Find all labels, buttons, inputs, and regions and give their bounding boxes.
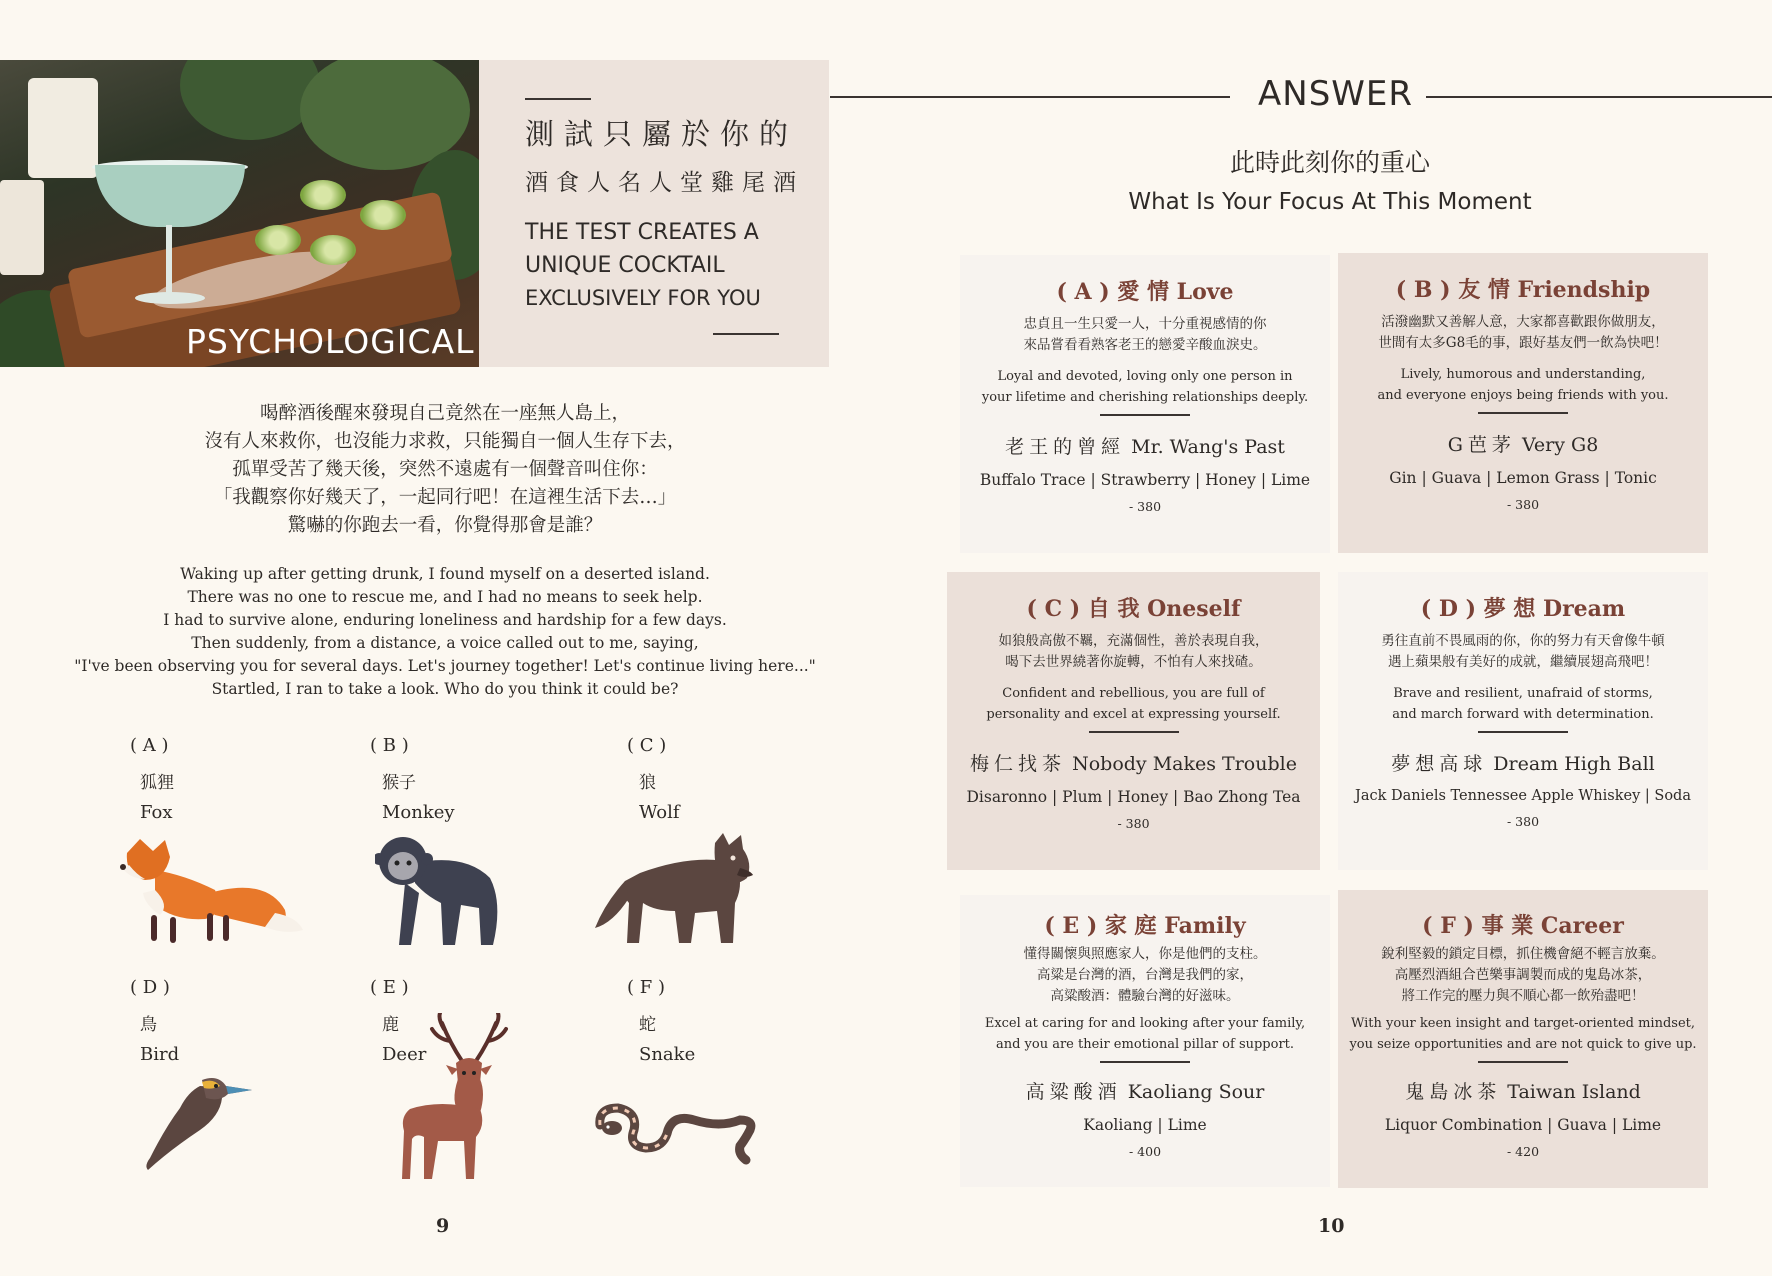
story-english: Waking up after getting drunk, I found myself on a deserted island. There was no one to rescue me, and I had no means to seek help. I had to survive alone, enduring loneliness and hardship for a few days. Then suddenly, from a distance, a voice called out to me, saying, "I've been observing you for several days. Let's journey together! Let's continue living here..." Startled, I ran to take a look. Who do you think it could be? bbox=[74, 565, 816, 698]
title-zh-line-2: 酒食人名人堂雞尾酒 bbox=[525, 170, 804, 196]
answer-card-a: ( A ) 愛 情 Love 忠貞且一生只愛一人，十分重視感情的你 來品嘗看看熟客老王的戀愛辛酸血淚史。 Loyal and devoted, loving only one person in your lifetime and cherishing relationships deeply. 老王的曾經 Mr. Wang's Past Buffalo Trace | Strawberry | Honey | Lime - 380 bbox=[960, 255, 1330, 553]
divider bbox=[1089, 731, 1179, 733]
drink-name: 梅仁找茶 Nobody Makes Trouble bbox=[970, 752, 1297, 775]
page-number-left: 9 bbox=[436, 1215, 450, 1237]
divider bbox=[1478, 731, 1568, 733]
ingredients: Liquor Combination | Guava | Lime bbox=[1384, 1115, 1662, 1134]
answer-card-d: ( D ) 夢 想 Dream 勇往直前不畏風雨的你，你的努力有天會像牛頓 遇上蘋果般有美好的成就，繼續展翅高飛吧！ Brave and resilient, unafraid of storms, and march forward with determination. 夢想高球 Dream High Ball Jack Daniels Tennessee Apple Whiskey | Soda - 380 bbox=[1338, 572, 1708, 870]
price: - 380 bbox=[1117, 815, 1150, 831]
ingredients: Buffalo Trace | Strawberry | Honey | Lime bbox=[979, 470, 1311, 489]
price: - 420 bbox=[1506, 1143, 1540, 1159]
header-rule-right bbox=[1426, 96, 1772, 98]
divider bbox=[1100, 414, 1190, 416]
title-en-line-3: EXCLUSIVELY FOR YOU bbox=[525, 286, 761, 310]
answer-card-e: ( E ) 家 庭 Family 懂得關懷與照應家人，你是他們的支柱。 高粱是台灣的酒，台灣是我們的家， 高粱酸酒：體驗台灣的好滋味。 Excel at caring for and looking after your family, and you are their emotional pillar of support. 高粱酸酒 Kaoliang Sour Kaoliang | Lime - 400 bbox=[960, 895, 1330, 1187]
subtitle-block bbox=[1080, 143, 1580, 215]
drink-name: G芭茅 Very G8 bbox=[1447, 433, 1599, 456]
option-d[interactable]: ( D ) 鳥 Bird bbox=[130, 977, 180, 1065]
price: - 400 bbox=[1128, 1143, 1162, 1159]
title-panel bbox=[479, 60, 829, 367]
wolf-icon bbox=[595, 833, 765, 945]
option-c[interactable]: ( C ) 狼 Wolf bbox=[627, 735, 680, 823]
ingredients: Disaronno | Plum | Honey | Bao Zhong Tea bbox=[966, 787, 1301, 806]
drink-name: 老王的曾經 Mr. Wang's Past bbox=[1005, 435, 1285, 458]
story-chinese: 喝醉酒後醒來發現自己竟然在一座無人島上， 沒有人來救你，也沒能力求救，只能獨自一個人生存下去， 孤單受苦了幾天後，突然不遠處有一個聲音叫住你： 「我觀察你好幾天了，一起同行吧！在這裡生活下去…」 驚嚇的你跑去一看，你覺得那會是誰？ bbox=[204, 403, 686, 536]
price: - 380 bbox=[1506, 813, 1540, 829]
snake-icon bbox=[590, 1090, 760, 1165]
bird-icon bbox=[140, 1068, 255, 1173]
option-e[interactable]: ( E ) 鹿 Deer bbox=[370, 977, 427, 1065]
divider bbox=[1478, 412, 1568, 414]
divider bbox=[1478, 1061, 1568, 1063]
header-rule-left bbox=[830, 96, 1230, 98]
answer-card-b: ( B ) 友 情 Friendship 活潑幽默又善解人意，大家都喜歡跟你做朋友， 世間有太多G8毛的事，跟好基友們一飲為快吧！ Lively, humorous and understanding, and everyone enjoys being friends with you. G芭茅 Very G8 Gin | Guava | Lemon Grass | Tonic - 380 bbox=[1338, 253, 1708, 553]
option-f[interactable]: ( F ) 蛇 Snake bbox=[627, 977, 696, 1065]
subtitle-en: What Is Your Focus At This Moment bbox=[1128, 189, 1532, 215]
ingredients: Kaoliang | Lime bbox=[1083, 1115, 1207, 1134]
photo-caption: PSYCHOLOGICAL bbox=[186, 322, 475, 361]
option-a[interactable]: ( A ) 狐狸 Fox bbox=[130, 735, 174, 823]
drink-name: 夢想高球 Dream High Ball bbox=[1391, 752, 1655, 775]
title-en-line-2: UNIQUE COCKTAIL bbox=[525, 253, 725, 278]
answer-card-c: ( C ) 自 我 Oneself 如狼般高傲不羈，充滿個性，善於表現自我， 喝下去世界繞著你旋轉，不怕有人來找碴。 Confident and rebellious, you are full of personality and excel at expressing yourself. 梅仁找茶 Nobody Makes Trouble Disaronno | Plum | Honey | Bao Zhong Tea - 380 bbox=[947, 572, 1320, 870]
page-number-right: 10 bbox=[1318, 1215, 1345, 1237]
deer-icon bbox=[380, 1013, 525, 1183]
drink-name: 高粱酸酒 Kaoliang Sour bbox=[1025, 1080, 1265, 1103]
option-b[interactable]: ( B ) 猴子 Monkey bbox=[370, 735, 455, 823]
answer-heading: ANSWER bbox=[1258, 74, 1413, 114]
ingredients: Gin | Guava | Lemon Grass | Tonic bbox=[1389, 468, 1657, 487]
title-zh-line-1: 測試只屬於你的 bbox=[525, 117, 799, 151]
divider bbox=[1100, 1061, 1190, 1063]
drink-name: 鬼島冰茶 Taiwan Island bbox=[1405, 1080, 1641, 1103]
price: - 380 bbox=[1506, 496, 1540, 512]
fox-icon bbox=[115, 835, 305, 947]
ingredients: Jack Daniels Tennessee Apple Whiskey | Soda bbox=[1355, 787, 1691, 804]
monkey-icon bbox=[375, 833, 510, 948]
cocktail-photo bbox=[0, 60, 479, 367]
subtitle-zh: 此時此刻你的重心 bbox=[1229, 148, 1430, 177]
title-en-line-1: THE TEST CREATES A bbox=[525, 220, 759, 245]
answer-card-f: ( F ) 事 業 Career 銳利堅毅的鎖定目標，抓住機會絕不輕言放棄。 高壓烈酒組合芭樂事調製而成的鬼島冰茶， 將工作完的壓力與不順心都一飲殆盡吧！ With your keen insight and target-oriented mindset, you seize opportunities and are not quick to give up. 鬼島冰茶 Taiwan Island Liquor Combination | Guava | Lime - 420 bbox=[1338, 890, 1708, 1188]
price: - 380 bbox=[1128, 498, 1162, 514]
